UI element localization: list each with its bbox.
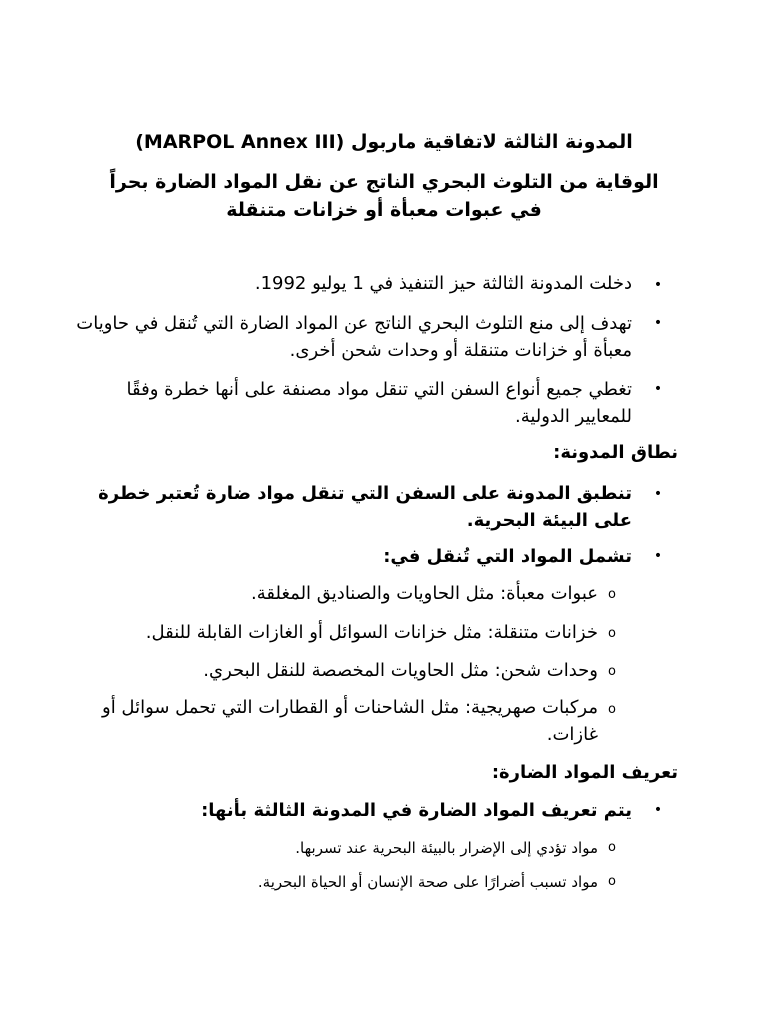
document-subtitle-line2: في عبوات معبأة أو خزانات متنقلة xyxy=(226,199,542,221)
definition-item: يتم تعريف المواد الضارة في المدونة الثالثة بأنها: xyxy=(201,800,632,821)
bullet-marker: • xyxy=(653,277,663,293)
definition-subitem-1: مواد تؤدي إلى الإضرار بالبيئة البحرية عند تسربها. xyxy=(295,839,598,857)
scope-item-2: تشمل المواد التي تُنقل في: xyxy=(383,546,632,567)
intro-item-1: دخلت المدونة الثالثة حيز التنفيذ في 1 يوليو 1992. xyxy=(254,273,632,294)
document-subtitle-line1: الوقاية من التلوث البحري الناتج عن نقل المواد الضارة بحراً xyxy=(109,171,659,193)
bullet-marker: • xyxy=(653,802,663,818)
scope-subitem-3: وحدات شحن: مثل الحاويات المخصصة للنقل البحري. xyxy=(203,660,598,681)
scope-subitem-1: عبوات معبأة: مثل الحاويات والصناديق المغلقة. xyxy=(251,583,598,604)
sub-bullet-marker: o xyxy=(608,702,616,717)
definition-heading: تعريف المواد الضارة: xyxy=(491,762,678,783)
scope-subitem-4: مركبات صهريجية: مثل الشاحنات أو القطارات التي تحمل سوائل أو غازات. xyxy=(102,697,598,745)
sub-bullet-marker: o xyxy=(608,874,616,889)
scope-item-1: تنطبق المدونة على السفن التي تنقل مواد ضارة تُعتبر خطرة على البيئة البحرية. xyxy=(98,483,632,531)
bullet-marker: • xyxy=(653,381,663,397)
bullet-marker: • xyxy=(653,548,663,564)
intro-item-3: تغطي جميع أنواع السفن التي تنقل مواد مصنفة على أنها خطرة وفقًا للمعايير الدولية. xyxy=(126,379,632,427)
scope-heading: نطاق المدونة: xyxy=(553,442,678,463)
bullet-marker: • xyxy=(653,315,663,331)
definition-subitem-2: مواد تسبب أضرارًا على صحة الإنسان أو الحياة البحرية. xyxy=(257,873,598,891)
sub-bullet-marker: o xyxy=(608,626,616,641)
scope-subitem-2: خزانات متنقلة: مثل خزانات السوائل أو الغازات القابلة للنقل. xyxy=(145,622,598,643)
intro-item-2: تهدف إلى منع التلوث البحري الناتج عن المواد الضارة التي تُنقل في حاويات معبأة أو خزانات متنقلة أو وحدات شحن أخرى. xyxy=(76,313,632,361)
sub-bullet-marker: o xyxy=(608,840,616,855)
bullet-marker: • xyxy=(653,486,663,502)
sub-bullet-marker: o xyxy=(608,587,616,602)
document-title: المدونة الثالثة لاتفاقية ماربول (MARPOL Annex III) xyxy=(135,131,633,153)
sub-bullet-marker: o xyxy=(608,664,616,679)
